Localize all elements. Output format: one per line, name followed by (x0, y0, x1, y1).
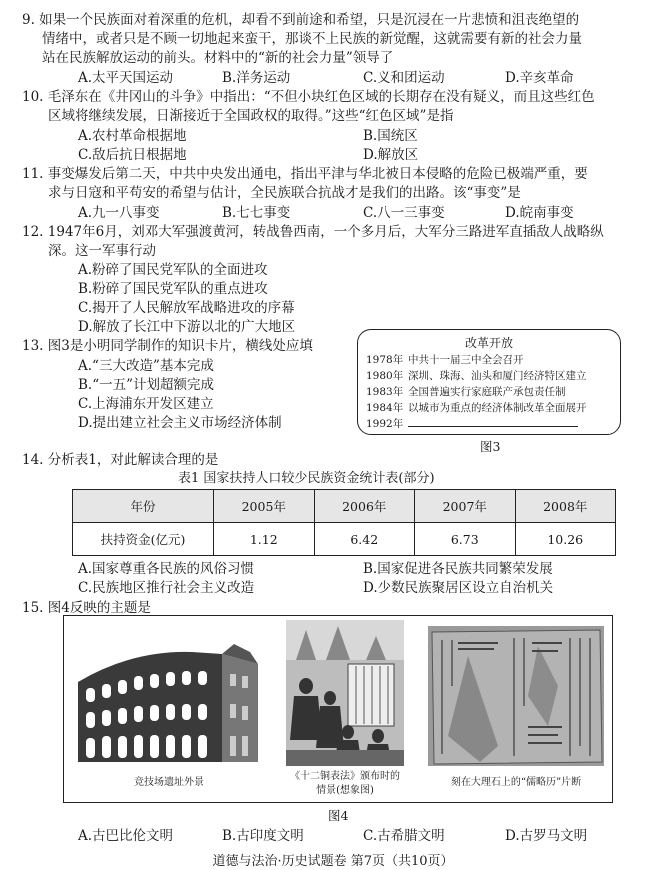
twelve-tables-caption: 《十二铜表法》颁布时的 情景(想象图) (290, 771, 400, 796)
q10-line-1: 10. 毛泽东在《井冈山的斗争》中指出：“不但小块红色区域的长期存在没有疑义，而且这些红色 (22, 89, 595, 105)
q12-option-d: D.解放了长江中下游以北的广大地区 (78, 319, 296, 335)
q14-option-a: A.国家尊重各民族的风俗习惯 (78, 561, 255, 577)
q11-option-c: C.八一三事变 (363, 205, 445, 221)
table-header-cell: 年份 (73, 490, 214, 523)
q14-option-d: D.少数民族聚居区设立自治机关 (363, 580, 554, 596)
q9-option-c: C.义和团运动 (363, 70, 445, 86)
blank-line (408, 418, 578, 427)
card-row-1984: 1984年 以城市为重点的经济体制改革全面展开 (366, 402, 587, 414)
q10-option-a: A.农村革命根据地 (78, 128, 187, 144)
q9-option-b: B.洋务运动 (222, 70, 291, 86)
table-header-cell: 2008年 (515, 490, 616, 523)
card-row-1980: 1980年 深圳、珠海、汕头和厦门经济特区建立 (366, 370, 587, 382)
figure-4 (63, 615, 613, 803)
table-1-title: 表1 国家扶持人口较少民族资金统计表(部分) (178, 471, 435, 486)
card-row-1978: 1978年 中共十一届三中全会召开 (366, 354, 524, 366)
julian-calendar-caption: 刻在大理石上的“儒略历”片断 (450, 777, 582, 788)
colosseum-caption: 竞技场遗址外景 (134, 777, 204, 788)
q10-option-d: D.解放区 (363, 147, 419, 163)
card-row-1992: 1992年 (366, 416, 578, 431)
knowledge-card (357, 329, 621, 435)
card-title: 改革开放 (464, 336, 513, 350)
julian-calendar-image (428, 626, 604, 766)
colosseum-image (72, 630, 266, 770)
table-header-cell: 2006年 (314, 490, 415, 523)
q12-option-a: A.粉碎了国民党军队的全面进攻 (78, 262, 268, 278)
q12-line-2: 深。这一军事行动 (48, 243, 156, 259)
table-row (73, 523, 616, 556)
figure-4-caption: 图4 (328, 808, 349, 823)
q13-line: 13. 图3是小明同学制作的知识卡片，横线处应填 (22, 338, 313, 354)
table-cell: 10.26 (515, 523, 616, 556)
table-header-cell: 2007年 (415, 490, 516, 523)
q13-option-c: C.上海浦东开发区建立 (78, 396, 214, 412)
q13-option-b: B.“一五”计划超额完成 (78, 377, 215, 393)
q15-option-c: C.古希腊文明 (363, 828, 445, 844)
q12-option-c: C.揭开了人民解放军战略进攻的序幕 (78, 300, 295, 316)
q12-option-b: B.粉碎了国民党军队的重点进攻 (78, 281, 268, 297)
figure-3-caption: 图3 (480, 439, 501, 454)
q13-option-d: D.提出建立社会主义市场经济体制 (78, 415, 282, 431)
table-cell: 扶持资金(亿元) (73, 523, 214, 556)
q15-option-d: D.古罗马文明 (505, 828, 588, 844)
table-cell: 6.42 (314, 523, 415, 556)
q10-line-2: 区域将继续发展，日渐接近于全国政权的取得。”这些“红色区域”是指 (48, 108, 454, 124)
q9-option-a: A.太平天国运动 (78, 70, 174, 86)
card-row-1983: 1983年 全国普遍实行家庭联产承包责任制 (366, 386, 566, 398)
twelve-tables-image (286, 620, 404, 766)
q9-line-1: 9. 如果一个民族面对着深重的危机，却看不到前途和希望，只是沉浸在一片悲愤和沮丧绝望的 (22, 12, 580, 28)
q15-line: 15. 图4反映的主题是 (22, 600, 151, 616)
page-footer: 道德与法治·历史试题卷 第7页（共10页） (212, 854, 454, 869)
table-header-row (73, 490, 616, 523)
q14-option-c: C.民族地区推行社会主义改造 (78, 580, 255, 596)
q9-option-d: D.辛亥革命 (505, 70, 574, 86)
q10-option-b: B.国统区 (363, 128, 418, 144)
q9-line-2: 情绪中，或者只是不顾一切地起来蛮干，那谈不上民族的新觉醒，这就需要有新的社会力量 (42, 31, 582, 47)
q14-option-b: B.国家促进各民族共同繁荣发展 (363, 561, 553, 577)
q10-option-c: C.敌后抗日根据地 (78, 147, 187, 163)
q15-option-b: B.古印度文明 (222, 828, 304, 844)
q9-line-3: 站在民族解放运动的前头。材料中的“新的社会力量”领导了 (42, 50, 394, 66)
q11-option-d: D.皖南事变 (505, 205, 574, 221)
q11-option-b: B.七七事变 (222, 205, 291, 221)
table-cell: 1.12 (214, 523, 315, 556)
q15-option-a: A.古巴比伦文明 (78, 828, 174, 844)
q11-line-2: 求与日寇和平苟安的希望与估计，全民族联合抗战才是我们的出路。该“事变”是 (48, 185, 521, 201)
table-1 (72, 489, 616, 556)
q11-option-a: A.九一八事变 (78, 205, 160, 221)
table-cell: 6.73 (415, 523, 516, 556)
q13-option-a: A.“三大改造”基本完成 (78, 358, 214, 374)
table-header-cell: 2005年 (214, 490, 315, 523)
q14-line: 14. 分析表1，对此解读合理的是 (22, 452, 219, 468)
q11-line-1: 11. 事变爆发后第二天，中共中央发出通电，指出平津与华北被日本侵略的危险已极端严重，要 (22, 166, 588, 182)
q12-line-1: 12. 1947年6月，刘邓大军强渡黄河，转战鲁西南，一个多月后，大军分三路进军直插敌人战略纵 (22, 224, 604, 240)
